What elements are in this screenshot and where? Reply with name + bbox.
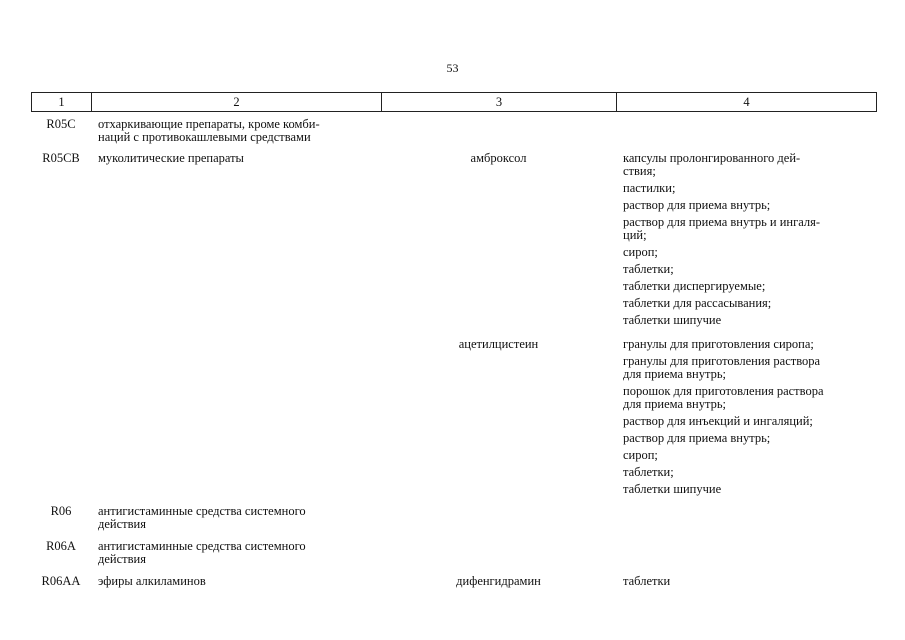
page-number: 53 [446, 61, 459, 75]
atc-code: R06 [50, 504, 72, 518]
dosage-form-item: таблетки диспергируемые; [623, 279, 766, 293]
dosage-form-item: таблетки [623, 574, 671, 588]
header-col-4: 4 [743, 95, 750, 109]
dosage-form-item: порошок для приготовления раствора для приема внутрь; [623, 384, 824, 411]
atc-code: R05CB [42, 151, 80, 165]
header-col-2: 2 [92, 93, 382, 111]
dosage-forms [623, 338, 873, 500]
dosage-forms [623, 152, 873, 331]
header-col-3: 3 [382, 93, 617, 111]
dosage-form-item: таблетки шипучие [623, 482, 722, 496]
dosage-forms [623, 575, 873, 592]
anatomical-group: антигистаминные средства системного действия [98, 539, 306, 566]
dosage-form-item: сироп; [623, 245, 658, 259]
table-header [31, 92, 877, 112]
dosage-form-item: таблетки шипучие [623, 313, 722, 327]
atc-code: R05C [46, 117, 76, 131]
dosage-form-item: раствор для приема внутрь; [623, 431, 771, 445]
dosage-form-item: пастилки; [623, 181, 676, 195]
dosage-form-item: раствор для инъекций и ингаляций; [623, 414, 813, 428]
anatomical-group: антигистаминные средства системного действия [98, 504, 306, 531]
drug-name: ацетилцистеин [458, 337, 539, 351]
dosage-form-item: гранулы для приготовления раствора для приема внутрь; [623, 354, 821, 381]
dosage-form-item: таблетки; [623, 262, 674, 276]
dosage-form-item: раствор для приема внутрь и ингаля- ций; [623, 215, 821, 242]
drug-name: амброксол [470, 151, 527, 165]
dosage-form-item: раствор для приема внутрь; [623, 198, 771, 212]
atc-code: R06A [46, 539, 76, 553]
atc-code: R06AA [41, 574, 81, 588]
dosage-form-item: капсулы пролонгированного дей- ствия; [623, 151, 801, 178]
anatomical-group: отхаркивающие препараты, кроме комби- наций с противокашлевыми средствами [98, 117, 320, 144]
dosage-form-item: гранулы для приготовления сиропа; [623, 337, 814, 351]
dosage-form-item: таблетки; [623, 465, 674, 479]
header-col-1: 1 [32, 93, 92, 111]
drug-name: дифенгидрамин [456, 574, 541, 588]
dosage-form-item: сироп; [623, 448, 658, 462]
anatomical-group: эфиры алкиламинов [98, 574, 206, 588]
anatomical-group: муколитические препараты [98, 151, 244, 165]
dosage-form-item: таблетки для рассасывания; [623, 296, 772, 310]
